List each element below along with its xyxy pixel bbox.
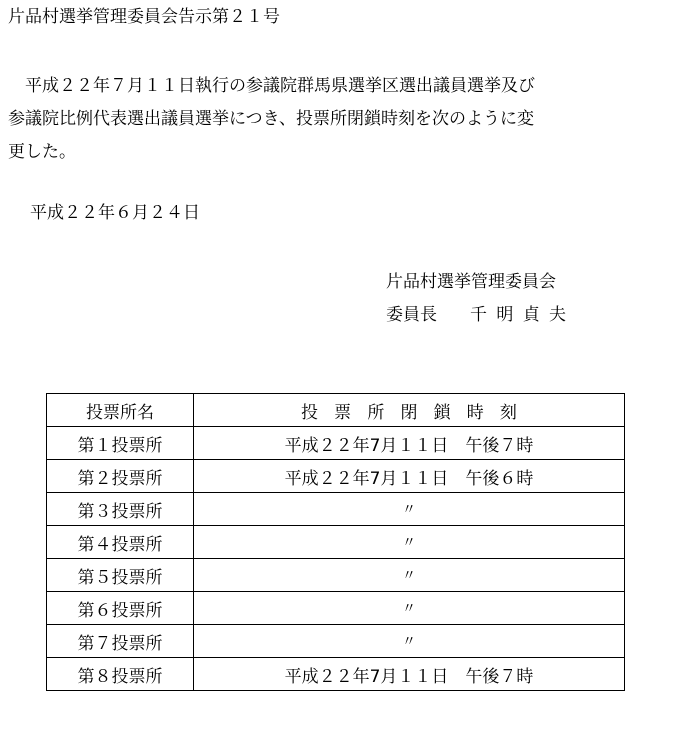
closing-time-ditto: 〃 [194, 592, 625, 625]
polling-hours-table [46, 393, 625, 691]
closing-time: 平成２２年7月１１日 午後７時 [194, 658, 625, 691]
table-row [47, 493, 625, 526]
table-row [47, 559, 625, 592]
notice-date: 平成２２年６月２４日 [30, 203, 200, 223]
signature-line [386, 299, 575, 332]
closing-time-ditto: 〃 [194, 526, 625, 559]
table-header-row [47, 394, 625, 427]
table-row [47, 526, 625, 559]
column-header-time [194, 394, 625, 427]
polling-station-name: 第４投票所 [47, 526, 194, 559]
signature-block [386, 266, 575, 332]
polling-station-name: 第２投票所 [47, 460, 194, 493]
signature-organization: 片品村選挙管理委員会 [386, 272, 556, 292]
polling-station-name: 第８投票所 [47, 658, 194, 691]
table-row [47, 625, 625, 658]
polling-station-name: 第１投票所 [47, 427, 194, 460]
column-header-time-label: 投票所閉鎖時刻 [301, 402, 534, 423]
notice-body [8, 70, 658, 169]
closing-time-ditto: 〃 [194, 493, 625, 526]
signature-name: 千明貞夫 [470, 305, 576, 325]
notice-body-line: 平成２２年７月１１日執行の参議院群馬県選挙区選出議員選挙及び [8, 76, 535, 96]
table-row [47, 427, 625, 460]
table-row [47, 592, 625, 625]
closing-time: 平成２２年7月１１日 午後６時 [194, 460, 625, 493]
table-row [47, 658, 625, 691]
notice-body-line: 参議院比例代表選出議員選挙につき、投票所閉鎖時刻を次のように変 [8, 109, 534, 129]
polling-station-name: 第６投票所 [47, 592, 194, 625]
closing-time-ditto: 〃 [194, 559, 625, 592]
polling-station-name: 第３投票所 [47, 493, 194, 526]
notice-title: 片品村選挙管理委員会告示第２１号 [8, 7, 280, 27]
closing-time-ditto: 〃 [194, 625, 625, 658]
polling-station-name: 第５投票所 [47, 559, 194, 592]
polling-station-name: 第７投票所 [47, 625, 194, 658]
column-header-name: 投票所名 [47, 394, 194, 427]
table-row [47, 460, 625, 493]
notice-body-line: 更した。 [8, 142, 76, 162]
closing-time: 平成２２年7月１１日 午後７時 [194, 427, 625, 460]
signature-position: 委員長 [386, 305, 437, 325]
